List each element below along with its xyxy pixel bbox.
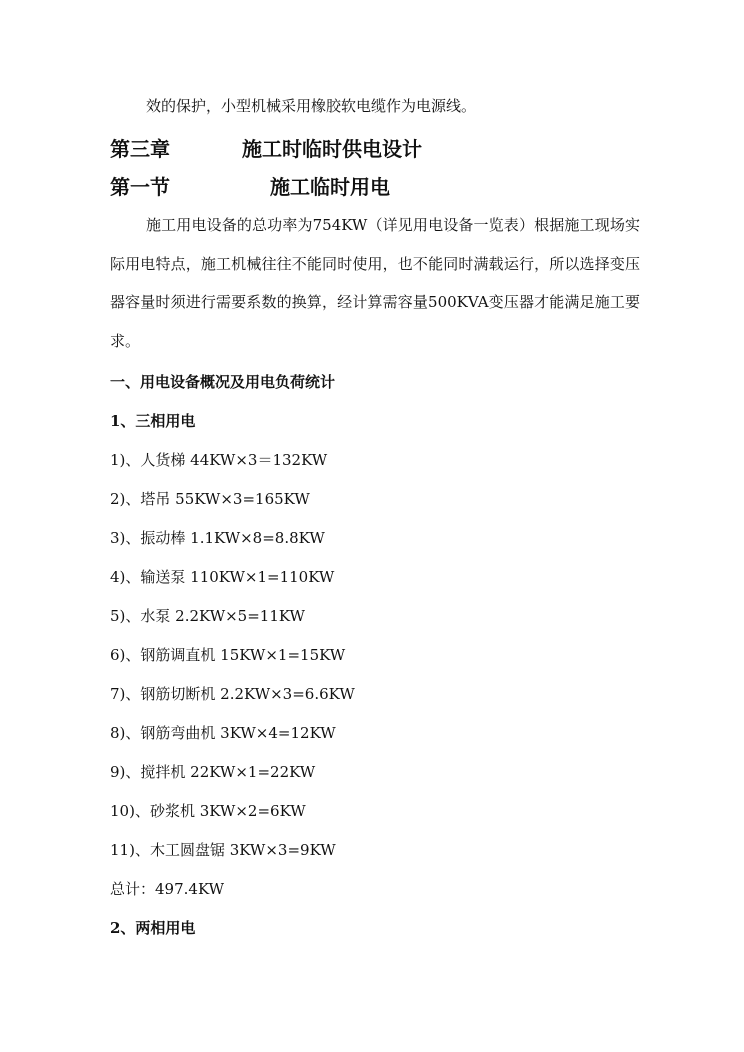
list-item: 8)、钢筋弯曲机 3KW×4=12KW xyxy=(110,724,336,742)
body-paragraph: 施工用电设备的总功率为754KW（详见用电设备一览表）根据施工现场实际用电特点，施工机械往往不能同时使用，也不能同时满载运行，所以选择变压器容量时须进行需要系数的换算，经计算需容量500KVA变压器才能满足施工要求。 xyxy=(110,216,640,350)
chapter-title: 施工时临时供电设计 xyxy=(242,137,422,161)
intro-line: 效的保护，小型机械采用橡胶软电缆作为电源线。 xyxy=(146,97,477,115)
list-item: 6)、钢筋调直机 15KW×1=15KW xyxy=(110,646,346,664)
total-line: 总计：497.4KW xyxy=(110,880,225,898)
list-item: 1)、人货梯 44KW×3＝132KW xyxy=(110,451,328,469)
chapter-number: 第三章 xyxy=(110,137,170,161)
list-item: 9)、搅拌机 22KW×1=22KW xyxy=(110,763,316,781)
list-item: 7)、钢筋切断机 2.2KW×3=6.6KW xyxy=(110,685,355,703)
subsection-heading: 一、用电设备概况及用电负荷统计 xyxy=(110,373,336,391)
section-number: 第一节 xyxy=(110,175,170,199)
chapter-heading xyxy=(110,136,422,162)
three-phase-heading: 1、三相用电 xyxy=(110,412,196,430)
list-item: 5)、水泵 2.2KW×5=11KW xyxy=(110,607,305,625)
two-phase-heading: 2、两相用电 xyxy=(110,919,196,937)
list-item: 3)、振动棒 1.1KW×8=8.8KW xyxy=(110,529,325,547)
list-item: 11)、木工圆盘锯 3KW×3=9KW xyxy=(110,841,336,859)
list-item: 4)、输送泵 110KW×1=110KW xyxy=(110,568,335,586)
list-item: 2)、塔吊 55KW×3=165KW xyxy=(110,490,310,508)
section-title: 施工临时用电 xyxy=(270,175,390,199)
section-heading xyxy=(110,174,390,200)
list-item: 10)、砂浆机 3KW×2=6KW xyxy=(110,802,306,820)
